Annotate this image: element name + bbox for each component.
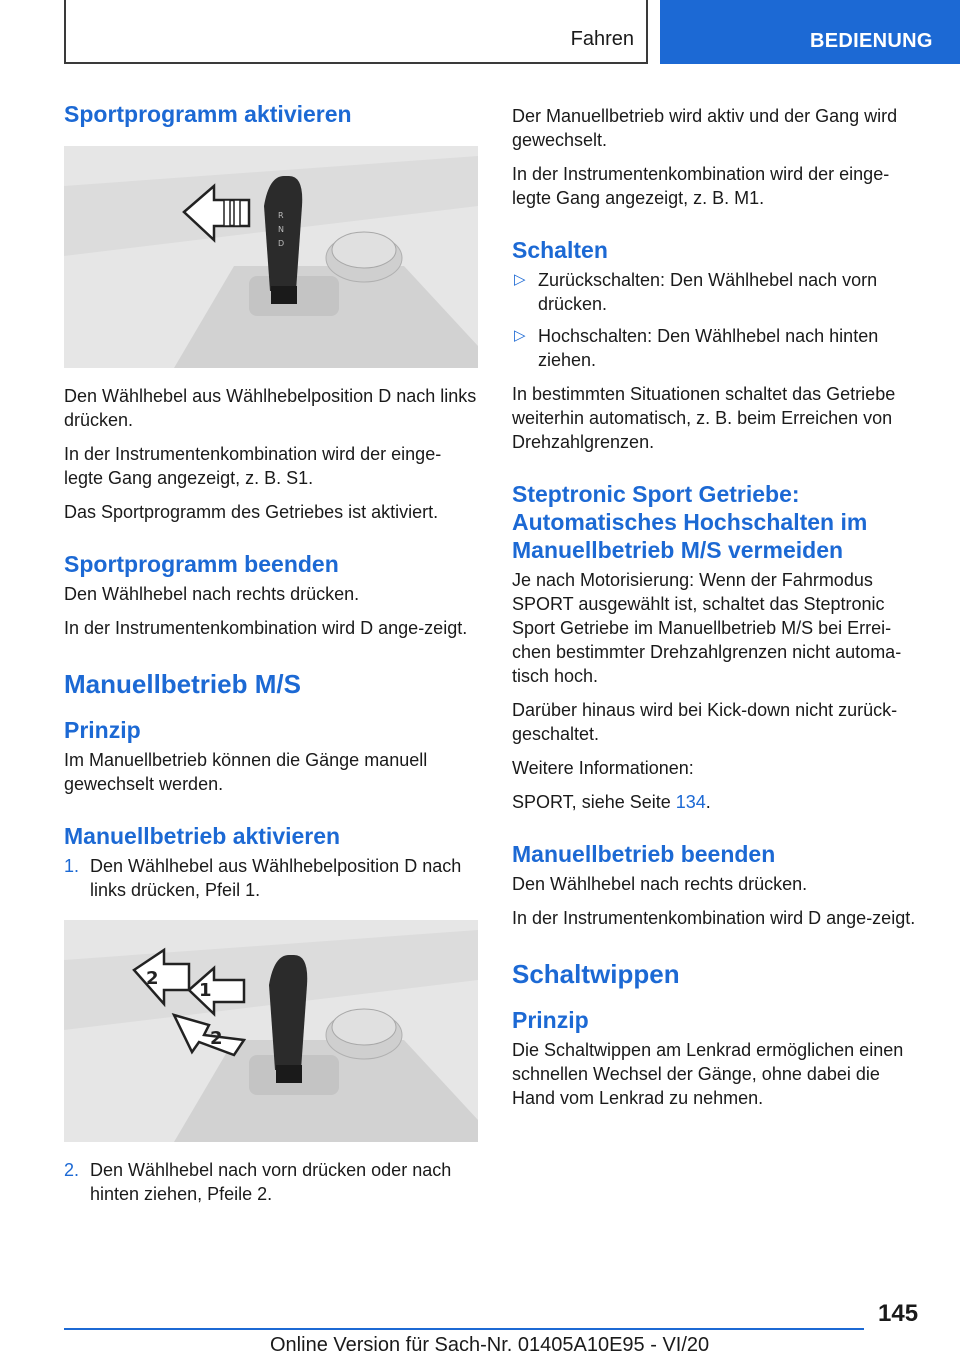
gear-selector-arrows-illustration [64, 920, 478, 1142]
bullet-text: Hochschalten: Den Wählhebel nach hinten ziehen. [538, 326, 879, 370]
para-sport-off-2: In der Instrumentenkombination wird D ange‐zeigt. [64, 618, 468, 638]
para-sport-reference [512, 790, 926, 814]
header-frame [64, 0, 648, 64]
para-manual-intro-1: Der Manuellbetrieb wird aktiv und der Gang wird gewechselt. [512, 106, 898, 150]
footer-online-version: Online Version für Sach-Nr. 01405A10E95 - VI/20 [270, 1334, 710, 1356]
para-manual-off-2: In der Instrumentenkombination wird D ange‐zeigt. [512, 908, 916, 928]
para-shift: In bestimmten Situationen schaltet das Getriebe weiterhin automatisch, z. B. beim Erreichen von Drehzahlgrenzen. [512, 384, 896, 452]
header-chapter-label: BEDIENUNG [810, 30, 933, 52]
heading-principle: Prinzip [64, 717, 141, 743]
step-text: Den Wählhebel nach vorn drücken oder nach hinten ziehen, Pfeile 2. [90, 1160, 452, 1204]
footer-divider [64, 1328, 864, 1330]
arrow-label-2a: 2 [146, 968, 159, 989]
para-sport-on-2: In der Instrumentenkombination wird der einge‐legte Gang angezeigt, z. B. S1. [64, 444, 442, 488]
figure-gear-selector-manual [64, 920, 478, 1142]
shift-bullets [512, 268, 926, 372]
page-number: 145 [878, 1300, 919, 1327]
heading-shifting: Schalten [512, 237, 608, 263]
header-section-title: Fahren [570, 28, 634, 50]
step-item-1 [64, 854, 478, 902]
arrow-label-2b: 2 [210, 1028, 223, 1049]
svg-text:N: N [278, 225, 284, 234]
para-sport-on-3: Das Sportprogramm des Getriebes ist aktiviert. [64, 502, 439, 522]
para-sport-on-1: Den Wählhebel aus Wählhebelposition D nach links drücken. [64, 386, 477, 430]
steps-list-1 [64, 854, 478, 902]
bullet-text: Zurückschalten: Den Wählhebel nach vorn drücken. [538, 270, 878, 314]
heading-manual-activate: Manuellbetrieb aktivieren [64, 823, 341, 849]
para-manual-off-1: Den Wählhebel nach rechts drücken. [512, 874, 808, 894]
step-item-2 [64, 1158, 478, 1206]
gear-selector-illustration [64, 146, 478, 368]
para-principle: Im Manuellbetrieb können die Gänge manuell gewechselt werden. [64, 750, 428, 794]
page-link-134[interactable]: 134 [675, 792, 706, 812]
heading-paddles-principle: Prinzip [512, 1007, 589, 1033]
left-column [64, 100, 478, 1216]
sport-reference-end: . [705, 792, 711, 812]
triangle-bullet-icon: ▷ [514, 271, 526, 288]
triangle-bullet-icon: ▷ [514, 327, 526, 344]
arrow-label-1: 1 [199, 980, 212, 1001]
right-column [512, 104, 926, 1120]
svg-text:D: D [278, 239, 285, 248]
para-steptronic-2: Darüber hinaus wird bei Kick-down nicht zurück‐geschaltet. [512, 700, 898, 744]
para-more-info: Weitere Informationen: [512, 758, 694, 778]
bullet-item-upshift [512, 324, 926, 372]
heading-sport-activate: Sportprogramm aktivieren [64, 101, 352, 127]
step-text: Den Wählhebel aus Wählhebelposition D nach links drücken, Pfeil 1. [90, 856, 462, 900]
para-paddles: Die Schaltwippen am Lenkrad ermöglichen einen schnellen Wechsel der Gänge, ohne dabei die Hand vom Lenkrad zu nehmen. [512, 1040, 904, 1108]
heading-paddles: Schaltwippen [512, 959, 680, 989]
svg-text:R: R [278, 211, 284, 220]
para-steptronic-1: Je nach Motorisierung: Wenn der Fahrmodus SPORT ausgewählt ist, schaltet das Steptronic Sport Getriebe im Manuellbetrieb M/S bei Errei‐chen bestimmter Drehzahlgrenzen nicht automa‐tisch hoch. [512, 570, 902, 686]
step-number: 2. [64, 1160, 80, 1180]
figure-gear-selector-sport [64, 146, 478, 368]
step-number: 1. [64, 856, 80, 876]
heading-manual-deactivate: Manuellbetrieb beenden [512, 841, 776, 867]
steps-list-2 [64, 1158, 478, 1206]
bullet-item-downshift [512, 268, 926, 316]
para-sport-off-1: Den Wählhebel nach rechts drücken. [64, 584, 360, 604]
heading-manual-mode: Manuellbetrieb M/S [64, 669, 301, 699]
sport-reference-text: SPORT, siehe Seite [512, 792, 676, 812]
header-chapter-tab [660, 0, 960, 64]
heading-sport-deactivate: Sportprogramm beenden [64, 551, 339, 577]
heading-steptronic: Steptronic Sport Getriebe: Automatisches Hochschalten im Manuellbetrieb M/S vermeiden [512, 481, 868, 563]
para-manual-intro-2: In der Instrumentenkombination wird der einge‐legte Gang angezeigt, z. B. M1. [512, 164, 890, 208]
